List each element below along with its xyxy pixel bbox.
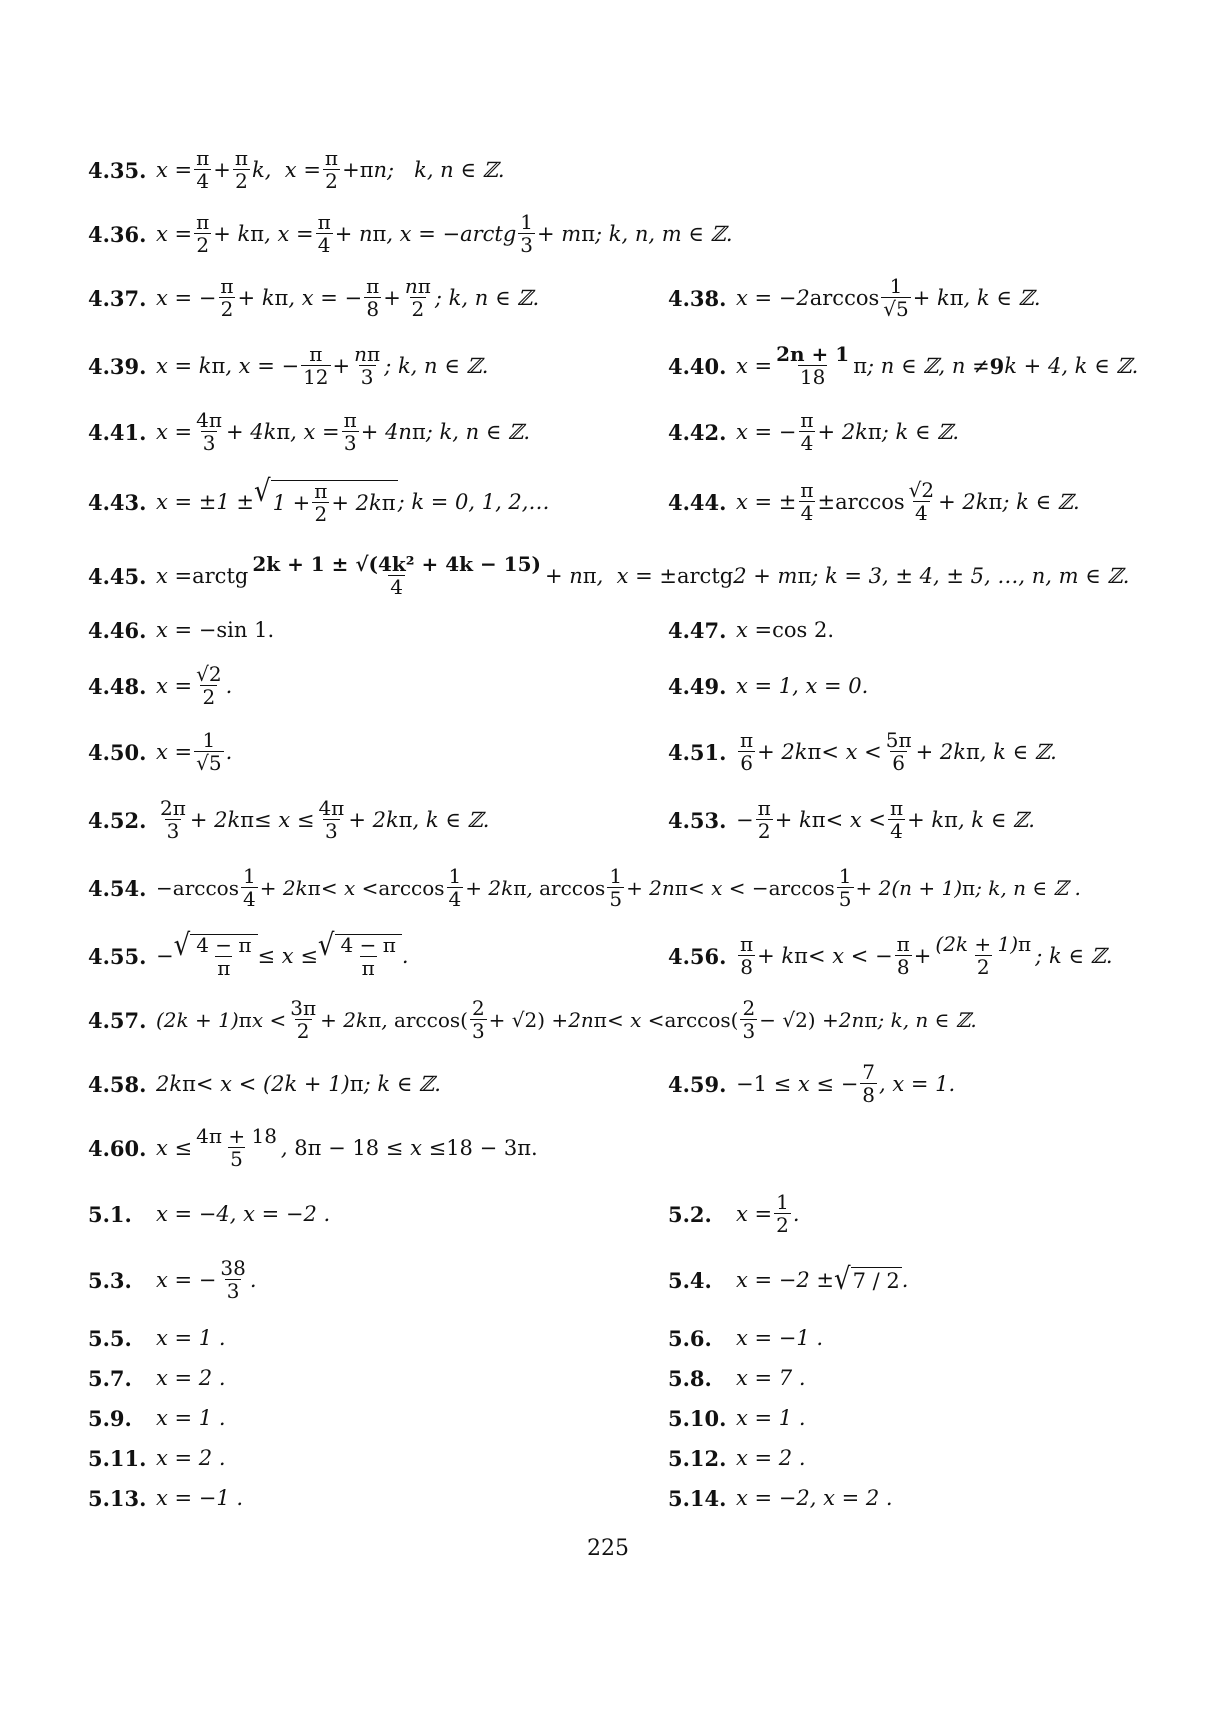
answer-row	[0, 926, 1216, 986]
answer-formula: 2k π < x < (2k + 1) π ; k ∈ ℤ.	[156, 1072, 441, 1096]
answer-number: 4.45.	[88, 563, 147, 589]
answer-formula: x = −2 ± √ 7 / 2 .	[736, 1262, 909, 1298]
answer-row	[0, 656, 1216, 716]
answer-formula: − π 2 + k π < x < π 4 + k π , k ∈ ℤ.	[736, 796, 1035, 843]
answer-formula: x = 2 .	[736, 1446, 806, 1470]
formula-text-list	[0, 0, 1, 1]
answer-4-45	[88, 546, 1129, 606]
answer-row	[0, 402, 1216, 462]
answer-formula: x = π 4 + π 2 k, x = π 2 + π n; k, n ∈ ℤ.	[156, 146, 505, 193]
answer-4-36	[88, 204, 733, 264]
answer-formula: x = ± π 4 ± arccos √2 4 + 2k π ; k ∈ ℤ.	[736, 478, 1080, 525]
answer-4-42	[668, 402, 959, 462]
answer-formula: x = −1 .	[736, 1326, 824, 1350]
answer-4-48	[88, 656, 232, 716]
answer-number: 4.38.	[668, 285, 727, 311]
answer-number: 5.6.	[668, 1325, 712, 1351]
answer-number: 4.48.	[88, 673, 147, 699]
answer-formula: x = 2 .	[156, 1366, 226, 1390]
answer-number: 5.8.	[668, 1365, 712, 1391]
answer-4-37	[88, 268, 539, 328]
answer-number: 5.1.	[88, 1201, 132, 1227]
answer-number: 5.3.	[88, 1267, 132, 1293]
answer-4-57	[88, 990, 977, 1050]
answer-number: 4.44.	[668, 489, 727, 515]
answer-formula: x = cos 2.	[736, 618, 835, 642]
answer-row	[0, 336, 1216, 396]
answer-number: 4.58.	[88, 1071, 147, 1097]
answer-4-58	[88, 1054, 441, 1114]
answer-number: 4.46.	[88, 617, 147, 643]
answer-formula: x = k π , x = − π 12 + nπ 3 ; k, n ∈ ℤ.	[156, 342, 489, 389]
answer-formula: 2π 3 + 2k π ≤ x ≤ 4π 3 + 2k π , k ∈ ℤ.	[160, 796, 490, 843]
answer-formula: x = 1, x = 0.	[736, 674, 869, 698]
answer-formula: − √ 4 − π π ≤ x ≤ √ 4 − π π .	[156, 927, 409, 980]
answer-row	[0, 1054, 1216, 1114]
answer-formula: x = √2 2 .	[156, 662, 233, 709]
answer-number: 4.41.	[88, 419, 147, 445]
answer-4-55	[88, 926, 409, 986]
answer-4-43	[88, 472, 549, 532]
answer-row	[0, 858, 1216, 918]
answer-formula: x = 7 .	[736, 1366, 806, 1390]
answer-formula: x = 1 .	[156, 1326, 226, 1350]
answer-number: 4.37.	[88, 285, 147, 311]
answer-row	[0, 1250, 1216, 1310]
answer-number: 4.59.	[668, 1071, 727, 1097]
answer-formula: x = −1 .	[156, 1486, 244, 1510]
answer-number: 4.51.	[668, 739, 727, 765]
answer-formula: (2k + 1) π x < 3π 2 + 2k π , arccos( 2 3 + √2) + 2n π < x < arccos( 2 3 − √2) + 2n π ; k, n ∈ ℤ.	[156, 996, 977, 1043]
answer-number: 4.40.	[668, 353, 727, 379]
answer-number: 5.7.	[88, 1365, 132, 1391]
answer-formula: x ≤ 4π + 18 5 , 8π − 18 ≤ x ≤ 18 − 3π.	[156, 1124, 538, 1171]
answer-row	[0, 1468, 1216, 1528]
answer-number: 4.54.	[88, 875, 147, 901]
answer-formula: x = −4, x = −2 .	[156, 1202, 331, 1226]
answer-number: 5.5.	[88, 1325, 132, 1351]
answer-row	[0, 1118, 1216, 1178]
answer-formula: x = 4π 3 + 4k π , x = π 3 + 4n π ; k, n ∈ ℤ.	[156, 408, 531, 455]
answer-number: 4.47.	[668, 617, 727, 643]
answer-4-53	[668, 790, 1035, 850]
answer-number: 5.10.	[668, 1405, 727, 1431]
answer-5-1	[88, 1184, 330, 1244]
answer-formula: x = 1 .	[736, 1406, 806, 1430]
answer-row	[0, 1184, 1216, 1244]
answer-number: 4.55.	[88, 943, 147, 969]
answer-5-2	[668, 1184, 800, 1244]
answer-formula: x = −2 arccos 1 √5 + k π , k ∈ ℤ.	[736, 274, 1041, 321]
answer-formula: x = π 2 + k π , x = π 4 + n π , x = −arctg 1 3 + m π ; k, n, m ∈ ℤ.	[156, 210, 733, 257]
answer-formula: x = − π 4 + 2k π ; k ∈ ℤ.	[736, 408, 960, 455]
answer-number: 5.9.	[88, 1405, 132, 1431]
page-number: 225	[587, 1536, 629, 1561]
answer-4-51	[668, 722, 1057, 782]
answer-number: 4.60.	[88, 1135, 147, 1161]
answer-row	[0, 268, 1216, 328]
answer-number: 5.14.	[668, 1485, 727, 1511]
answer-formula: x = ±1 ± √ 1 + π 2 + 2k π ; k = 0, 1, 2,…	[156, 473, 550, 526]
answer-formula: x = 1 √5 .	[156, 728, 233, 775]
answer-row	[0, 472, 1216, 532]
answer-5-3	[88, 1250, 257, 1310]
answer-4-40	[668, 336, 1138, 396]
answer-4-44	[668, 472, 1080, 532]
answer-formula: π 6 + 2k π < x < 5π 6 + 2k π , k ∈ ℤ.	[740, 728, 1057, 775]
formula-text	[0, 0, 1, 1]
answer-number: 4.49.	[668, 673, 727, 699]
answer-5-13	[88, 1468, 243, 1528]
answer-number: 4.43.	[88, 489, 147, 515]
answer-formula: x = 1 2 .	[736, 1190, 800, 1237]
answer-row	[0, 140, 1216, 200]
answer-number: 4.53.	[668, 807, 727, 833]
answer-number: 5.11.	[88, 1445, 147, 1471]
answer-number: 4.42.	[668, 419, 727, 445]
answer-4-59	[668, 1054, 955, 1114]
answer-formula: x = 1 .	[156, 1406, 226, 1430]
answer-number: 5.2.	[668, 1201, 712, 1227]
answer-formula: − arccos 1 4 + 2k π < x < arccos 1 4 + 2k π , arccos 1 5 + 2n π < x < − arccos 1 5 + 2(n + 1) π ; k, n ∈ ℤ .	[156, 864, 1081, 911]
answer-formula: x = 2 .	[156, 1446, 226, 1470]
answer-number: 4.52.	[88, 807, 147, 833]
answer-4-54	[88, 858, 1081, 918]
answer-row	[0, 600, 1216, 660]
answer-number: 5.4.	[668, 1267, 712, 1293]
answer-4-38	[668, 268, 1041, 328]
answer-5-4	[668, 1250, 908, 1310]
answer-4-50	[88, 722, 232, 782]
answer-4-60	[88, 1118, 538, 1178]
answer-4-52	[88, 790, 489, 850]
answer-4-39	[88, 336, 488, 396]
answer-4-35	[88, 140, 505, 200]
answer-formula: x = −2, x = 2 .	[736, 1486, 893, 1510]
answer-number: 5.12.	[668, 1445, 727, 1471]
answer-formula: −1 ≤ x ≤ − $\frac{7}{8}$ , x = 1.	[736, 1060, 956, 1107]
answer-number: 4.35.	[88, 157, 147, 183]
answer-formula: x = 2n + 1 18 π ; n ∈ ℤ, n ≠ 9 k + 4, k ∈ ℤ.	[736, 342, 1139, 389]
answer-row	[0, 790, 1216, 850]
answer-number: 4.39.	[88, 353, 147, 379]
answer-4-47	[668, 600, 834, 660]
answer-formula: x = − 38 3 .	[156, 1256, 257, 1303]
answer-4-56	[668, 926, 1113, 986]
answer-4-41	[88, 402, 530, 462]
answer-row	[0, 204, 1216, 264]
answer-number: 4.36.	[88, 221, 147, 247]
answer-4-46	[88, 600, 274, 660]
answer-row	[0, 990, 1216, 1050]
answer-number: 5.13.	[88, 1485, 147, 1511]
answer-number: 4.50.	[88, 739, 147, 765]
answer-formula: π 8 + k π < x < − π 8 + (2k + 1)π 2 ; k ∈ ℤ.	[740, 932, 1113, 979]
answer-5-14	[668, 1468, 893, 1528]
answer-row	[0, 546, 1216, 606]
answer-number: 4.56.	[668, 943, 727, 969]
answer-row	[0, 722, 1216, 782]
answer-number: 4.57.	[88, 1007, 147, 1033]
answer-formula: x = − sin 1.	[156, 618, 275, 642]
answer-4-49	[668, 656, 868, 716]
answer-formula: x = − π 2 + k π , x = − π 8 + nπ 2 ; k, n ∈ ℤ.	[156, 274, 540, 321]
answer-formula: x = arctg 2k + 1 ± √(4k² + 4k − 15) 4 + n π , x = ± arctg 2 + m π ; k = 3, ± 4, ± 5, …, n, m ∈ ℤ.	[156, 552, 1130, 599]
